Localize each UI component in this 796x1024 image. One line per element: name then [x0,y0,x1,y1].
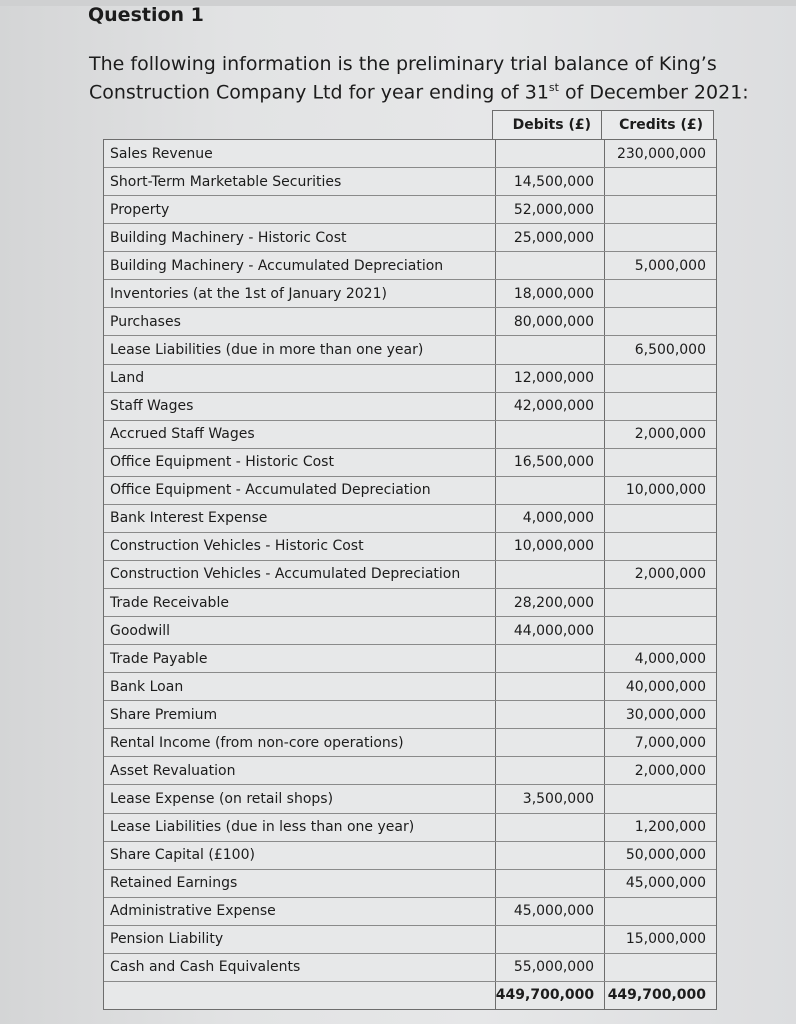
debit-cell [496,673,605,700]
credit-cell [605,393,716,420]
credit-cell [605,589,716,616]
debit-cell: 12,000,000 [496,365,605,392]
table-row [104,365,716,393]
debit-cell: 80,000,000 [496,308,605,335]
debit-cell [496,729,605,756]
table-row [104,449,716,477]
question-intro [89,52,769,104]
account-cell: Purchases [104,308,496,335]
debit-cell [496,814,605,841]
debit-cell: 28,200,000 [496,589,605,616]
credits-column-header: Credits (£) [602,110,714,140]
table-row [104,617,716,645]
account-cell: Office Equipment - Accumulated Depreciation [104,477,496,504]
table-row [104,393,716,421]
trial-balance-header [492,110,714,140]
credit-cell: 30,000,000 [625,706,707,723]
table-row [104,168,716,196]
account-cell: Office Equipment - Historic Cost [104,449,496,476]
credit-cell [605,898,716,925]
credit-cell: 230,000,000 [616,145,707,162]
credit-cell: 15,000,000 [625,931,707,948]
credit-cell: 6,500,000 [634,341,707,358]
debit-cell: 44,000,000 [496,617,605,644]
account-cell: Land [104,365,496,392]
table-row [104,252,716,280]
credit-cell [605,280,716,307]
trial-balance-table [103,139,717,1010]
table-row [104,814,716,842]
account-cell [104,982,496,1009]
account-cell: Lease Expense (on retail shops) [104,785,496,812]
credit-cell [605,449,716,476]
account-cell: Goodwill [104,617,496,644]
table-row [104,898,716,926]
table-row [104,870,716,898]
table-row [104,421,716,449]
debit-cell: 449,700,000 [496,982,605,1009]
account-cell: Building Machinery - Accumulated Depreciation [104,252,496,279]
credit-cell: 2,000,000 [634,762,707,779]
debit-cell [496,252,605,279]
debit-cell [496,842,605,869]
debit-cell [496,421,605,448]
account-cell: Lease Liabilities (due in less than one year) [104,814,496,841]
question-title: Question 1 [88,4,204,26]
debit-cell: 45,000,000 [496,898,605,925]
credit-cell [605,365,716,392]
credit-cell: 40,000,000 [625,678,707,695]
totals-row [104,982,716,1009]
account-cell: Share Premium [104,701,496,728]
table-row [104,954,716,982]
table-row [104,224,716,252]
table-row [104,926,716,954]
debit-cell [496,701,605,728]
credit-cell [605,505,716,532]
account-cell: Share Capital (£100) [104,842,496,869]
debit-cell [496,870,605,897]
debit-cell: 14,500,000 [496,168,605,195]
debit-cell: 16,500,000 [496,449,605,476]
table-row [104,196,716,224]
intro-text: The following information is the preliminary trial balance of King’s Construction Company Ltd for year ending of 31 [89,53,717,104]
debit-cell: 10,000,000 [496,533,605,560]
credit-cell [605,785,716,812]
credit-cell: 5,000,000 [634,257,707,274]
table-row [104,785,716,813]
account-cell: Retained Earnings [104,870,496,897]
account-cell: Rental Income (from non-core operations) [104,729,496,756]
table-row [104,645,716,673]
account-cell: Construction Vehicles - Accumulated Depreciation [104,561,496,588]
credit-cell: 2,000,000 [634,566,707,583]
credit-cell [605,533,716,560]
table-row [104,757,716,785]
table-row [104,336,716,364]
account-cell: Bank Interest Expense [104,505,496,532]
account-cell: Administrative Expense [104,898,496,925]
credit-cell [605,617,716,644]
credit-cell: 50,000,000 [625,847,707,864]
debit-cell [496,645,605,672]
debits-column-header: Debits (£) [492,110,602,140]
account-cell: Inventories (at the 1st of January 2021) [104,280,496,307]
debit-cell [496,757,605,784]
account-cell: Construction Vehicles - Historic Cost [104,533,496,560]
account-cell: Property [104,196,496,223]
account-cell: Sales Revenue [104,140,496,167]
table-row [104,505,716,533]
debit-cell [496,926,605,953]
credit-cell [605,168,716,195]
credit-cell: 449,700,000 [607,987,706,1004]
table-row [104,140,716,168]
debit-cell: 55,000,000 [496,954,605,981]
intro-text-end: of December 2021: [558,81,749,104]
account-cell: Asset Revaluation [104,757,496,784]
table-row [104,729,716,757]
credit-cell: 7,000,000 [634,734,707,751]
credit-cell [605,196,716,223]
table-row [104,280,716,308]
credit-cell: 45,000,000 [625,875,707,892]
table-row [104,533,716,561]
credit-cell: 2,000,000 [634,426,707,443]
table-row [104,701,716,729]
account-cell: Bank Loan [104,673,496,700]
debit-cell [496,140,605,167]
debit-cell [496,477,605,504]
account-cell: Building Machinery - Historic Cost [104,224,496,251]
debit-cell [496,561,605,588]
credit-cell [605,224,716,251]
account-cell: Trade Receivable [104,589,496,616]
account-cell: Lease Liabilities (due in more than one year) [104,336,496,363]
account-cell: Short-Term Marketable Securities [104,168,496,195]
account-cell: Trade Payable [104,645,496,672]
table-row [104,842,716,870]
table-row [104,477,716,505]
debit-cell: 18,000,000 [496,280,605,307]
debit-cell: 4,000,000 [496,505,605,532]
intro-superscript: st [548,81,559,94]
account-cell: Cash and Cash Equivalents [104,954,496,981]
credit-cell: 10,000,000 [625,482,707,499]
debit-cell: 42,000,000 [496,393,605,420]
table-row [104,308,716,336]
credit-cell [605,954,716,981]
table-row [104,589,716,617]
account-cell: Staff Wages [104,393,496,420]
credit-cell: 4,000,000 [634,650,707,667]
credit-cell: 1,200,000 [634,819,707,836]
account-cell: Pension Liability [104,926,496,953]
credit-cell [605,308,716,335]
debit-cell: 25,000,000 [496,224,605,251]
debit-cell [496,336,605,363]
debit-cell: 52,000,000 [496,196,605,223]
table-row [104,561,716,589]
account-cell: Accrued Staff Wages [104,421,496,448]
table-row [104,673,716,701]
debit-cell: 3,500,000 [496,785,605,812]
